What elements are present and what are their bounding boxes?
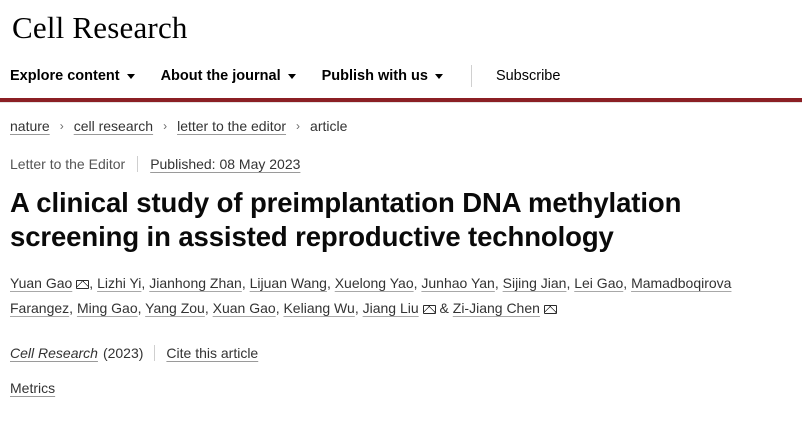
author-conjunction: & [439, 300, 449, 316]
meta-divider [137, 156, 138, 172]
author-link-lizhi-yi[interactable]: Lizhi Yi [97, 275, 142, 291]
breadcrumb-item-nature[interactable]: nature [10, 118, 50, 134]
envelope-icon[interactable] [544, 305, 557, 314]
author-entry: Keliang Wu, [283, 300, 363, 316]
breadcrumb-item-article: article [310, 118, 348, 134]
breadcrumb-separator-icon: › [296, 119, 301, 133]
author-link-jiang-liu[interactable]: Jiang Liu [362, 300, 419, 316]
envelope-icon[interactable] [423, 305, 436, 314]
author-link-sijing-jian[interactable]: Sijing Jian [502, 275, 567, 291]
metrics-section [10, 380, 792, 396]
published-date[interactable]: Published: 08 May 2023 [150, 156, 301, 172]
page-title: A clinical study of preimplantation DNA methylation screening in assisted reproductive technology [10, 187, 682, 252]
nav-item-about-the-journal[interactable] [161, 68, 296, 84]
author-link-junhao-yan[interactable]: Junhao Yan [421, 275, 495, 291]
envelope-icon[interactable] [76, 280, 89, 289]
article-type-label: Letter to the Editor [10, 156, 126, 172]
publication-year: (2023) [102, 345, 144, 361]
nav-label-about-the-journal: About the journal [160, 67, 281, 84]
author-link-lijuan-wang[interactable]: Lijuan Wang [249, 275, 327, 291]
nav-item-subscribe[interactable] [496, 68, 560, 84]
author-entry: Yuan Gao , [10, 275, 98, 291]
nav-label-publish-with-us: Publish with us [321, 67, 428, 84]
cite-this-article-link[interactable]: Cite this article [166, 345, 259, 361]
author-entry [449, 300, 557, 316]
author-link-ming-gao[interactable]: Ming Gao [76, 300, 138, 316]
author-entry: Xuelong Yao, [334, 275, 422, 291]
metrics-link[interactable]: Metrics [10, 380, 56, 396]
nav-label-explore-content: Explore content [10, 67, 120, 84]
author-link-zi-jiang-chen[interactable]: Zi-Jiang Chen [452, 300, 540, 316]
author-link-xuelong-yao[interactable]: Xuelong Yao [334, 275, 414, 291]
author-link-lei-gao[interactable]: Lei Gao [574, 275, 624, 291]
breadcrumb-item-letter-to-the-editor[interactable]: letter to the editor [177, 118, 287, 134]
nav-item-explore-content[interactable] [10, 68, 135, 84]
author-entry: Yang Zou, [145, 300, 213, 316]
author-entry: Lei Gao, [574, 275, 632, 291]
chevron-down-icon [288, 74, 296, 79]
breadcrumb-item-cell-research[interactable]: cell research [73, 118, 154, 134]
author-entry: Mamadboqirova Farangez, [10, 275, 732, 316]
author-link-keliang-wu[interactable]: Keliang Wu [283, 300, 355, 316]
author-entry: Junhao Yan, [421, 275, 503, 291]
nav-label-subscribe: Subscribe [495, 67, 561, 84]
article-meta [10, 156, 792, 172]
masthead [0, 0, 802, 52]
author-entry: Jianhong Zhan, [149, 275, 250, 291]
citation-line [10, 345, 792, 361]
author-list [10, 271, 792, 321]
breadcrumb-separator-icon: › [163, 119, 168, 133]
author-entry: Ming Gao, [76, 300, 146, 316]
author-link-yang-zou[interactable]: Yang Zou [145, 300, 205, 316]
breadcrumb-separator-icon: › [59, 119, 64, 133]
main-navigation [0, 52, 802, 98]
article-content [0, 103, 802, 396]
author-link-xuan-gao[interactable]: Xuan Gao [212, 300, 276, 316]
chevron-down-icon [127, 74, 135, 79]
author-entry: Xuan Gao, [212, 300, 284, 316]
author-link-mamadboqirova-farangez[interactable]: Mamadboqirova Farangez [10, 275, 732, 316]
author-entry: Lijuan Wang, [249, 275, 335, 291]
author-entry: Sijing Jian, [502, 275, 575, 291]
chevron-down-icon [435, 74, 443, 79]
citation-divider [154, 345, 155, 361]
breadcrumb [10, 103, 792, 134]
author-entry: Lizhi Yi, [97, 275, 150, 291]
author-entry [363, 300, 440, 316]
nav-item-publish-with-us[interactable] [322, 68, 443, 84]
nav-divider [471, 65, 472, 87]
author-link-jianhong-zhan[interactable]: Jianhong Zhan [149, 275, 242, 291]
author-link-yuan-gao[interactable]: Yuan Gao [10, 275, 73, 291]
journal-logo-title[interactable]: Cell Research [12, 10, 188, 45]
journal-link[interactable]: Cell Research [10, 345, 98, 361]
